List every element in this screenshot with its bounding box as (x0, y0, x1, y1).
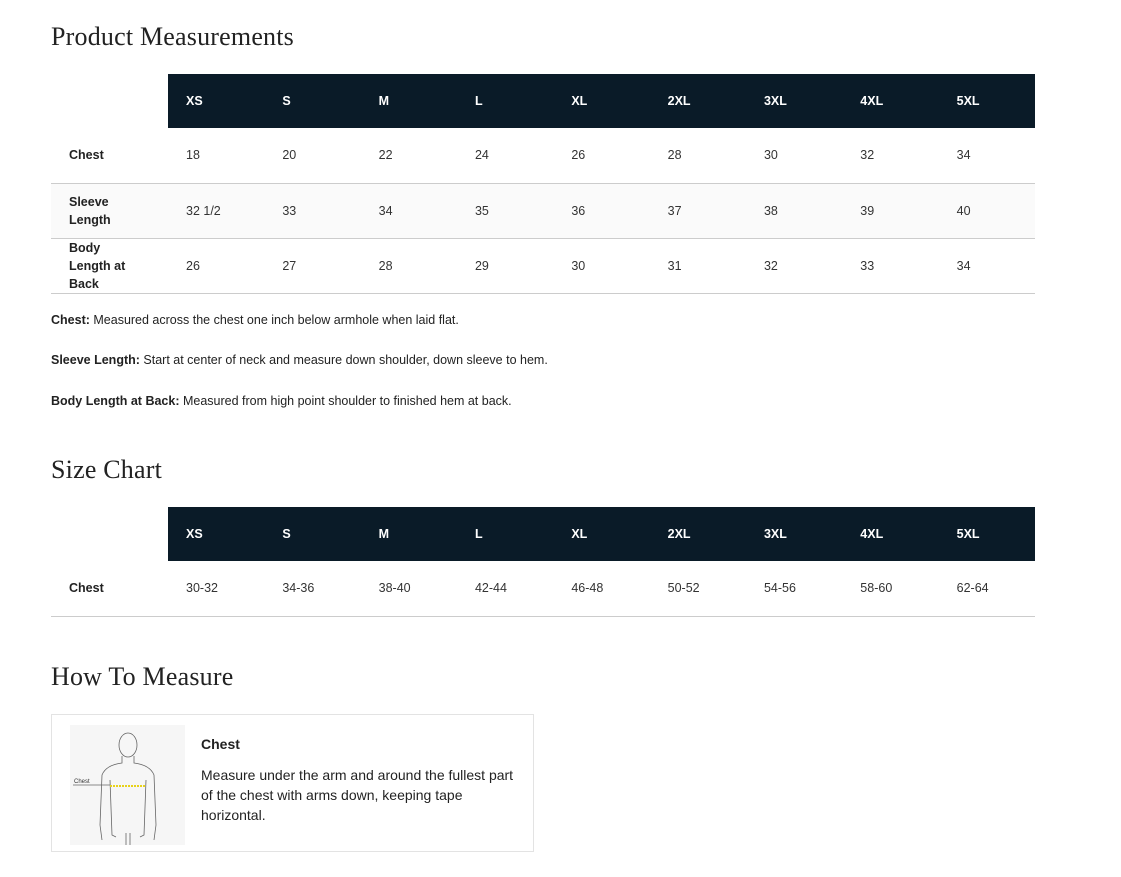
size-header-5xl: 5XL (939, 507, 1035, 561)
table-cell: 29 (457, 238, 553, 293)
note-text: Measured from high point shoulder to finished hem at back. (179, 394, 512, 408)
blank-header (51, 74, 168, 128)
table-cell: 30 (553, 238, 649, 293)
note-chest (51, 313, 459, 327)
size-header-m: M (361, 74, 457, 128)
table-cell: 46-48 (553, 561, 649, 616)
size-header-5xl: 5XL (939, 74, 1035, 128)
table-cell: 37 (650, 183, 746, 238)
table-cell: 34 (939, 238, 1035, 293)
table-cell: 34 (361, 183, 457, 238)
table-cell: 33 (842, 238, 938, 293)
product-measurements-heading: Product Measurements (51, 22, 295, 51)
table-cell: 27 (264, 238, 360, 293)
table-cell: 32 (746, 238, 842, 293)
table-cell: 54-56 (746, 561, 842, 616)
size-chart-heading: Size Chart (51, 455, 163, 484)
table-row (51, 128, 1035, 183)
header-row (51, 74, 1035, 128)
table-cell: 50-52 (650, 561, 746, 616)
note-body-length (51, 394, 512, 408)
table-cell: 30 (746, 128, 842, 183)
table-cell: 40 (939, 183, 1035, 238)
row-label: Chest (51, 128, 168, 183)
size-header-4xl: 4XL (842, 507, 938, 561)
blank-header (51, 507, 168, 561)
row-label: Chest (51, 561, 168, 616)
table-cell: 31 (650, 238, 746, 293)
table-cell: 26 (168, 238, 264, 293)
table-cell: 28 (650, 128, 746, 183)
table-cell: 32 1/2 (168, 183, 264, 238)
table-cell: 28 (361, 238, 457, 293)
chest-measure-figure (70, 725, 185, 845)
size-header-s: S (264, 74, 360, 128)
table-row (51, 238, 1035, 293)
note-sleeve-length (51, 353, 548, 367)
row-label: Body Length at Back (51, 238, 168, 293)
size-header-3xl: 3XL (746, 507, 842, 561)
size-header-xl: XL (553, 507, 649, 561)
note-term: Chest: (51, 313, 90, 327)
size-header-xs: XS (168, 507, 264, 561)
table-cell: 62-64 (939, 561, 1035, 616)
how-to-measure-card (51, 714, 534, 852)
table-cell: 35 (457, 183, 553, 238)
size-header-l: L (457, 74, 553, 128)
header-row (51, 507, 1035, 561)
table-row (51, 561, 1035, 616)
table-cell: 38 (746, 183, 842, 238)
size-header-3xl: 3XL (746, 74, 842, 128)
size-header-2xl: 2XL (650, 507, 746, 561)
note-term: Body Length at Back: (51, 394, 180, 408)
card-description: Measure under the arm and around the fullest part of the chest with arms down, keeping tape horizontal. (201, 767, 514, 823)
table-cell: 36 (553, 183, 649, 238)
product-measurements-table (51, 74, 1035, 294)
note-term: Sleeve Length: (51, 353, 140, 367)
table-cell: 33 (264, 183, 360, 238)
size-chart-table (51, 507, 1035, 617)
size-header-4xl: 4XL (842, 74, 938, 128)
size-header-xl: XL (553, 74, 649, 128)
figure-chest-label: Chest (74, 779, 90, 785)
how-to-measure-heading: How To Measure (51, 662, 234, 691)
table-cell: 38-40 (361, 561, 457, 616)
table-row (51, 183, 1035, 238)
table-cell: 58-60 (842, 561, 938, 616)
size-header-l: L (457, 507, 553, 561)
table-cell: 34 (939, 128, 1035, 183)
size-header-2xl: 2XL (650, 74, 746, 128)
table-cell: 30-32 (168, 561, 264, 616)
size-header-m: M (361, 507, 457, 561)
table-cell: 24 (457, 128, 553, 183)
card-title: Chest (201, 736, 240, 752)
table-cell: 20 (264, 128, 360, 183)
note-text: Start at center of neck and measure down shoulder, down sleeve to hem. (139, 353, 548, 367)
table-cell: 42-44 (457, 561, 553, 616)
table-cell: 39 (842, 183, 938, 238)
table-cell: 22 (361, 128, 457, 183)
table-cell: 26 (553, 128, 649, 183)
size-header-xs: XS (168, 74, 264, 128)
note-text: Measured across the chest one inch below armhole when laid flat. (89, 313, 459, 327)
table-cell: 18 (168, 128, 264, 183)
table-cell: 34-36 (264, 561, 360, 616)
table-cell: 32 (842, 128, 938, 183)
row-label: Sleeve Length (51, 183, 168, 238)
size-header-s: S (264, 507, 360, 561)
